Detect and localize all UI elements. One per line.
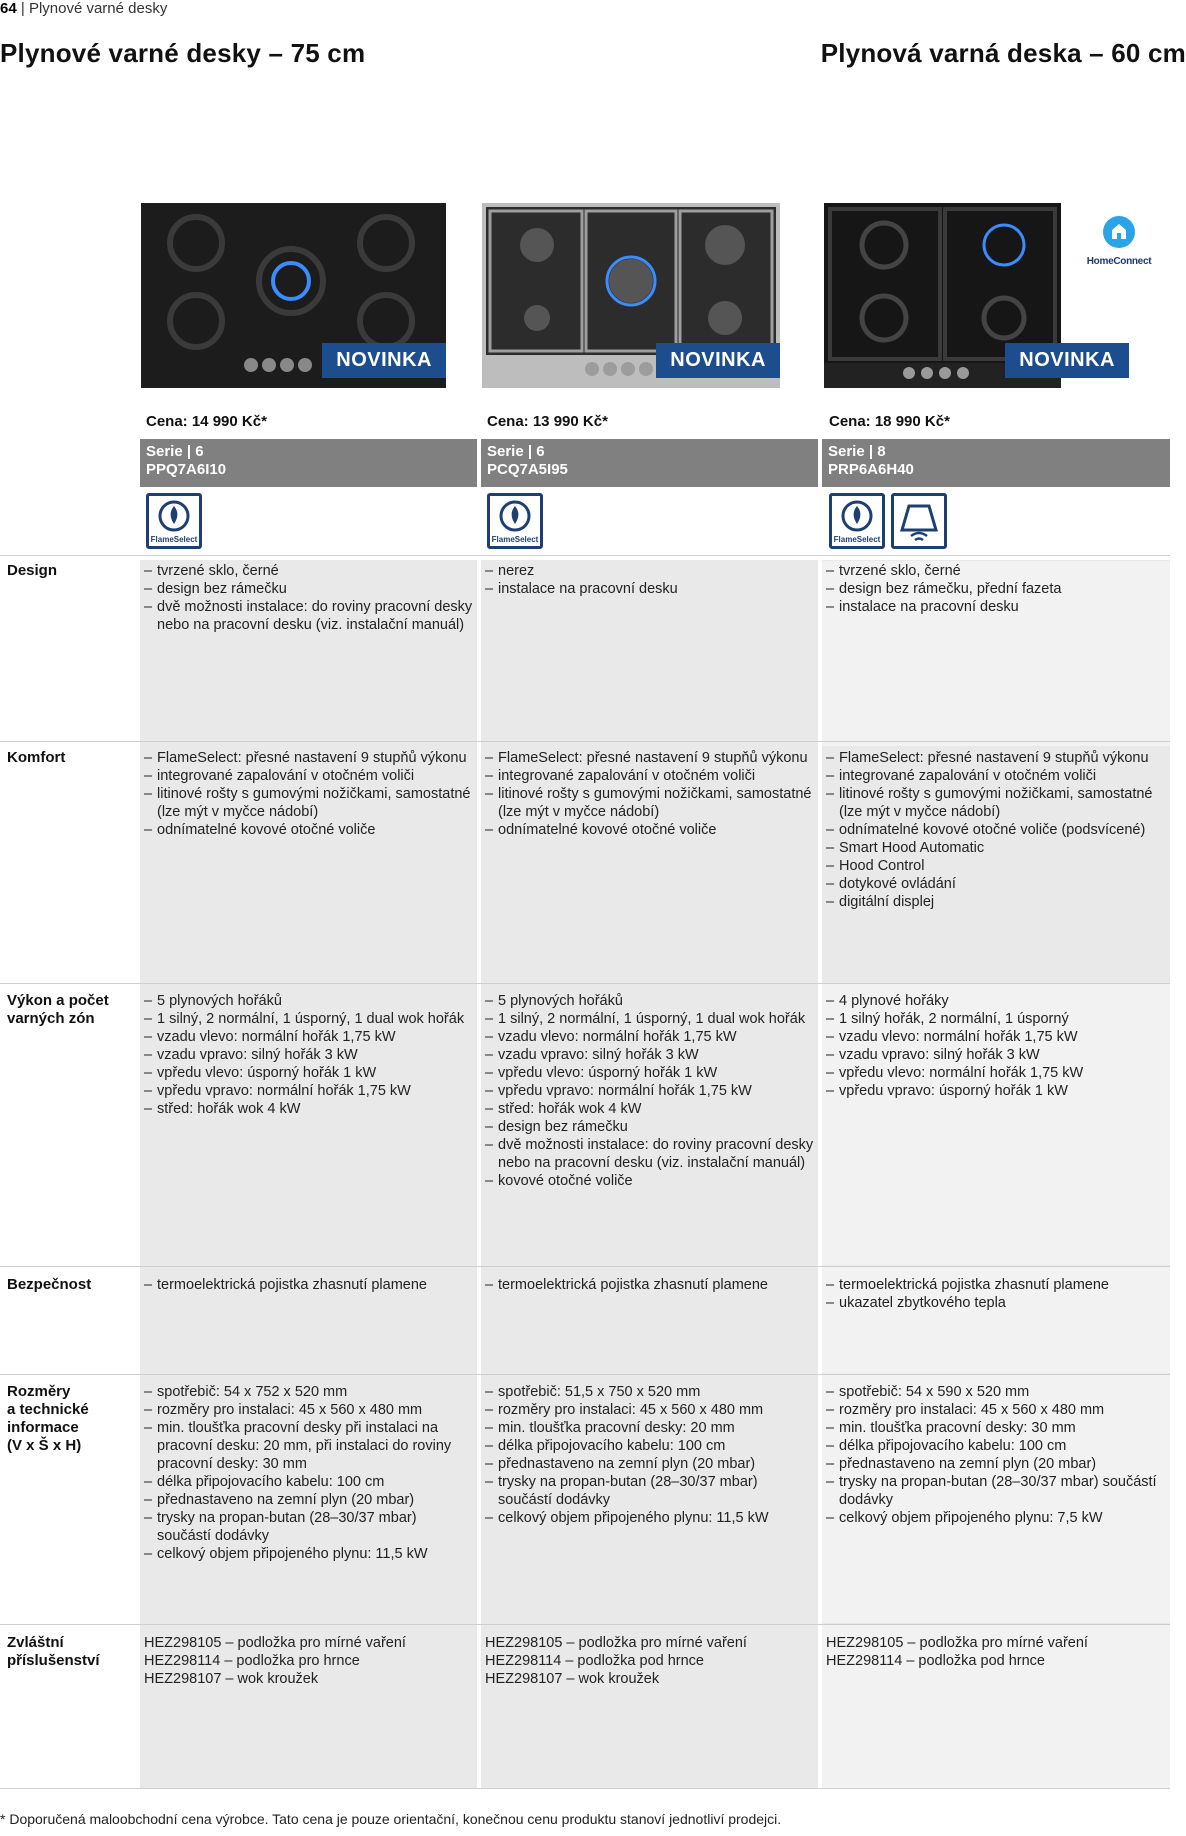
spec-item: – vpředu vlevo: úsporný hořák 1 kW — [485, 1064, 815, 1082]
spec-item: – 4 plynové hořáky — [826, 992, 1166, 1010]
cell-design-1 — [144, 562, 474, 634]
row-label-vykon: Výkon a počet varných zón — [7, 992, 109, 1027]
spec-item: – trysky na propan-butan (28–30/37 mbar) součástí dodávky — [485, 1473, 815, 1509]
divider — [0, 1374, 1170, 1375]
flameselect-icon: FlameSelect — [487, 493, 543, 549]
row-label-prislusenstvi: Zvláštní příslušenství — [7, 1634, 100, 1669]
spec-item: – integrované zapalování v otočném voliči — [826, 767, 1166, 785]
spec-item: – trysky na propan-butan (28–30/37 mbar) součástí dodávky — [826, 1473, 1166, 1509]
spec-item: – střed: hořák wok 4 kW — [144, 1100, 474, 1118]
spec-item: – litinové rošty s gumovými nožičkami, samostatné (lze mýt v myčce nádobí) — [485, 785, 815, 821]
spec-item: – dvě možnosti instalace: do roviny pracovní desky nebo na pracovní desku (viz. instalační manuál) — [485, 1136, 815, 1172]
spec-item: – ukazatel zbytkového tepla — [826, 1294, 1166, 1312]
spec-item: – instalace na pracovní desku — [826, 598, 1166, 616]
spec-item: – střed: hořák wok 4 kW — [485, 1100, 815, 1118]
spec-item: – min. tloušťka pracovní desky: 30 mm — [826, 1419, 1166, 1437]
spec-item: – vzadu vlevo: normální hořák 1,75 kW — [144, 1028, 474, 1046]
column-bg-1 — [140, 560, 477, 1788]
divider — [0, 1624, 1170, 1625]
spec-item: – vpředu vlevo: normální hořák 1,75 kW — [826, 1064, 1166, 1082]
spec-item: – design bez rámečku — [144, 580, 474, 598]
spec-item: – kovové otočné voliče — [485, 1172, 815, 1190]
price-1: Cena: 14 990 Kč* — [146, 413, 267, 430]
home-connect-label: HomeConnect — [1086, 256, 1152, 267]
novinka-badge: NOVINKA — [656, 343, 780, 378]
spec-item: – Smart Hood Automatic — [826, 839, 1166, 857]
spec-item: – termoelektrická pojistka zhasnutí plamene — [485, 1276, 815, 1294]
title-75cm: Plynové varné desky – 75 cm — [0, 38, 366, 68]
accessory-item: HEZ298107 – wok kroužek — [144, 1671, 319, 1687]
spec-item: – litinové rošty s gumovými nožičkami, samostatné (lze mýt v myčce nádobí) — [826, 785, 1166, 821]
row-label-rozmery: Rozměry a technické informace (V x Š x H) — [7, 1383, 89, 1454]
spec-item: – termoelektrická pojistka zhasnutí plamene — [826, 1276, 1166, 1294]
spec-item: – design bez rámečku, přední fazeta — [826, 580, 1166, 598]
spec-item: – vpředu vlevo: úsporný hořák 1 kW — [144, 1064, 474, 1082]
product-image-pcq7a5i95 — [482, 203, 780, 388]
spec-item: – spotřebič: 51,5 x 750 x 520 mm — [485, 1383, 815, 1401]
spec-item: – rozměry pro instalaci: 45 x 560 x 480 mm — [826, 1401, 1166, 1419]
divider — [0, 741, 1170, 742]
spec-item: – litinové rošty s gumovými nožičkami, samostatné (lze mýt v myčce nádobí) — [144, 785, 474, 821]
cell-vykon-3 — [826, 992, 1166, 1100]
spec-item: – délka připojovacího kabelu: 100 cm — [485, 1437, 815, 1455]
spec-item: – dvě možnosti instalace: do roviny pracovní desky nebo na pracovní desku (viz. instalační manuál) — [144, 598, 474, 634]
accessory-item: HEZ298114 – podložka pro hrnce — [144, 1653, 360, 1669]
model-number: PPQ7A6I10 — [146, 461, 227, 478]
serie-label: Serie | 6 — [146, 443, 204, 460]
divider — [0, 555, 1170, 556]
header-separator: | — [20, 0, 25, 17]
spec-item: – 1 silný, 2 normální, 1 úsporný, 1 dual wok hořák — [485, 1010, 815, 1028]
spec-item: – celkový objem připojeného plynu: 11,5 kW — [485, 1509, 815, 1527]
cell-rozmery-1 — [144, 1383, 474, 1563]
title-60cm: Plynová varná deska – 60 cm — [820, 38, 1186, 68]
cell-prislusenstvi-3 — [826, 1634, 1166, 1670]
divider — [0, 1788, 1170, 1789]
spec-item: – vpředu vpravo: úsporný hořák 1 kW — [826, 1082, 1166, 1100]
spec-item: – integrované zapalování v otočném voliči — [144, 767, 474, 785]
price-3: Cena: 18 990 Kč* — [829, 413, 950, 430]
cell-komfort-1 — [144, 749, 474, 839]
spec-item: – celkový objem připojeného plynu: 11,5 kW — [144, 1545, 474, 1563]
flameselect-icon: FlameSelect — [829, 493, 885, 549]
spec-item: – FlameSelect: přesné nastavení 9 stupňů výkonu — [144, 749, 474, 767]
spec-item: – vzadu vpravo: silný hořák 3 kW — [826, 1046, 1166, 1064]
serie-label: Serie | 6 — [487, 443, 545, 460]
feature-icons-1 — [146, 493, 202, 553]
cell-vykon-1 — [144, 992, 474, 1118]
spec-item: – 5 plynových hořáků — [144, 992, 474, 1010]
spec-item: – termoelektrická pojistka zhasnutí plamene — [144, 1276, 474, 1294]
cell-komfort-2 — [485, 749, 815, 839]
spec-item: – dotykové ovládání — [826, 875, 1166, 893]
spec-item: – rozměry pro instalaci: 45 x 560 x 480 mm — [485, 1401, 815, 1419]
footnote: * Doporučená maloobchodní cena výrobce. Tato cena je pouze orientační, konečnou cenu produktu stanoví jednotliví prodejci. — [0, 1811, 782, 1827]
cell-bezpecnost-2 — [485, 1276, 815, 1294]
serie-bar-3 — [822, 439, 1170, 487]
accessory-item: HEZ298105 – podložka pro mírné vaření — [144, 1635, 406, 1651]
cell-design-3 — [826, 562, 1166, 616]
spec-item: – trysky na propan-butan (28–30/37 mbar) součástí dodávky — [144, 1509, 474, 1545]
home-connect-icon — [1102, 215, 1136, 249]
spec-item: – spotřebič: 54 x 752 x 520 mm — [144, 1383, 474, 1401]
accessory-item: HEZ298107 – wok kroužek — [485, 1671, 660, 1687]
spec-item: – délka připojovacího kabelu: 100 cm — [826, 1437, 1166, 1455]
novinka-badge: NOVINKA — [322, 343, 446, 378]
accessory-item: HEZ298114 – podložka pod hrnce — [826, 1653, 1045, 1669]
accessory-item: HEZ298105 – podložka pro mírné vaření — [826, 1635, 1088, 1651]
spec-item: – nerez — [485, 562, 815, 580]
spec-item: – vzadu vlevo: normální hořák 1,75 kW — [826, 1028, 1166, 1046]
price-2: Cena: 13 990 Kč* — [487, 413, 608, 430]
spec-item: – celkový objem připojeného plynu: 7,5 kW — [826, 1509, 1166, 1527]
spec-item: – spotřebič: 54 x 590 x 520 mm — [826, 1383, 1166, 1401]
spec-item: – 5 plynových hořáků — [485, 992, 815, 1010]
spec-item: – instalace na pracovní desku — [485, 580, 815, 598]
header-section: Plynové varné desky — [28, 0, 168, 17]
spec-item: – min. tloušťka pracovní desky: 20 mm — [485, 1419, 815, 1437]
page-header — [0, 0, 167, 17]
spec-item: – vpředu vpravo: normální hořák 1,75 kW — [144, 1082, 474, 1100]
cell-design-2 — [485, 562, 815, 598]
feature-icons-2 — [487, 493, 543, 553]
cell-vykon-2 — [485, 992, 815, 1190]
spec-item: – digitální displej — [826, 893, 1166, 911]
accessory-item: HEZ298105 – podložka pro mírné vaření — [485, 1635, 747, 1651]
spec-item: – Hood Control — [826, 857, 1166, 875]
hood-control-icon — [891, 493, 947, 549]
feature-icons-3 — [829, 493, 947, 553]
spec-item: – délka připojovacího kabelu: 100 cm — [144, 1473, 474, 1491]
spec-item: – odnímatelné kovové otočné voliče — [485, 821, 815, 839]
cell-prislusenstvi-1 — [144, 1634, 474, 1688]
cell-bezpecnost-1 — [144, 1276, 474, 1294]
cell-bezpecnost-3 — [826, 1276, 1166, 1312]
accessory-item: HEZ298114 – podložka pod hrnce — [485, 1653, 704, 1669]
row-label-komfort: Komfort — [7, 749, 66, 766]
cell-komfort-3 — [826, 749, 1166, 911]
novinka-badge: NOVINKA — [1005, 343, 1129, 378]
spec-item: – vzadu vpravo: silný hořák 3 kW — [144, 1046, 474, 1064]
spec-item: – integrované zapalování v otočném voliči — [485, 767, 815, 785]
cell-prislusenstvi-2 — [485, 1634, 815, 1688]
serie-bar-2 — [481, 439, 818, 487]
spec-item: – FlameSelect: přesné nastavení 9 stupňů výkonu — [485, 749, 815, 767]
spec-item: – FlameSelect: přesné nastavení 9 stupňů výkonu — [826, 749, 1166, 767]
spec-item: – 1 silný hořák, 2 normální, 1 úsporný — [826, 1010, 1166, 1028]
product-image-ppq7a6i10 — [141, 203, 446, 388]
spec-item: – 1 silný, 2 normální, 1 úsporný, 1 dual wok hořák — [144, 1010, 474, 1028]
home-connect-logo — [1083, 215, 1155, 267]
row-label-bezpecnost: Bezpečnost — [7, 1276, 92, 1293]
model-number: PRP6A6H40 — [828, 461, 914, 478]
model-number: PCQ7A5I95 — [487, 461, 568, 478]
row-label-design: Design — [7, 562, 58, 579]
spec-item: – odnímatelné kovové otočné voliče (podsvícené) — [826, 821, 1166, 839]
spec-item: – rozměry pro instalaci: 45 x 560 x 480 mm — [144, 1401, 474, 1419]
serie-label: Serie | 8 — [828, 443, 886, 460]
spec-item: – tvrzené sklo, černé — [826, 562, 1166, 580]
spec-item: – přednastaveno na zemní plyn (20 mbar) — [144, 1491, 474, 1509]
cell-rozmery-3 — [826, 1383, 1166, 1527]
spec-item: – přednastaveno na zemní plyn (20 mbar) — [485, 1455, 815, 1473]
serie-bar-1 — [140, 439, 477, 487]
flameselect-icon: FlameSelect — [146, 493, 202, 549]
spec-item: – vzadu vlevo: normální hořák 1,75 kW — [485, 1028, 815, 1046]
spec-item: – přednastaveno na zemní plyn (20 mbar) — [826, 1455, 1166, 1473]
cell-rozmery-2 — [485, 1383, 815, 1527]
divider — [0, 1266, 1170, 1267]
spec-item: – design bez rámečku — [485, 1118, 815, 1136]
divider — [0, 983, 1170, 984]
spec-item: – vpředu vpravo: normální hořák 1,75 kW — [485, 1082, 815, 1100]
page-number: 64 — [0, 0, 17, 17]
spec-item: – odnímatelné kovové otočné voliče — [144, 821, 474, 839]
spec-item: – vzadu vpravo: silný hořák 3 kW — [485, 1046, 815, 1064]
spec-item: – min. tloušťka pracovní desky při instalaci na pracovní desku: 20 mm, při instalaci do roviny pracovní desky: 30 mm — [144, 1419, 474, 1473]
spec-item: – tvrzené sklo, černé — [144, 562, 474, 580]
